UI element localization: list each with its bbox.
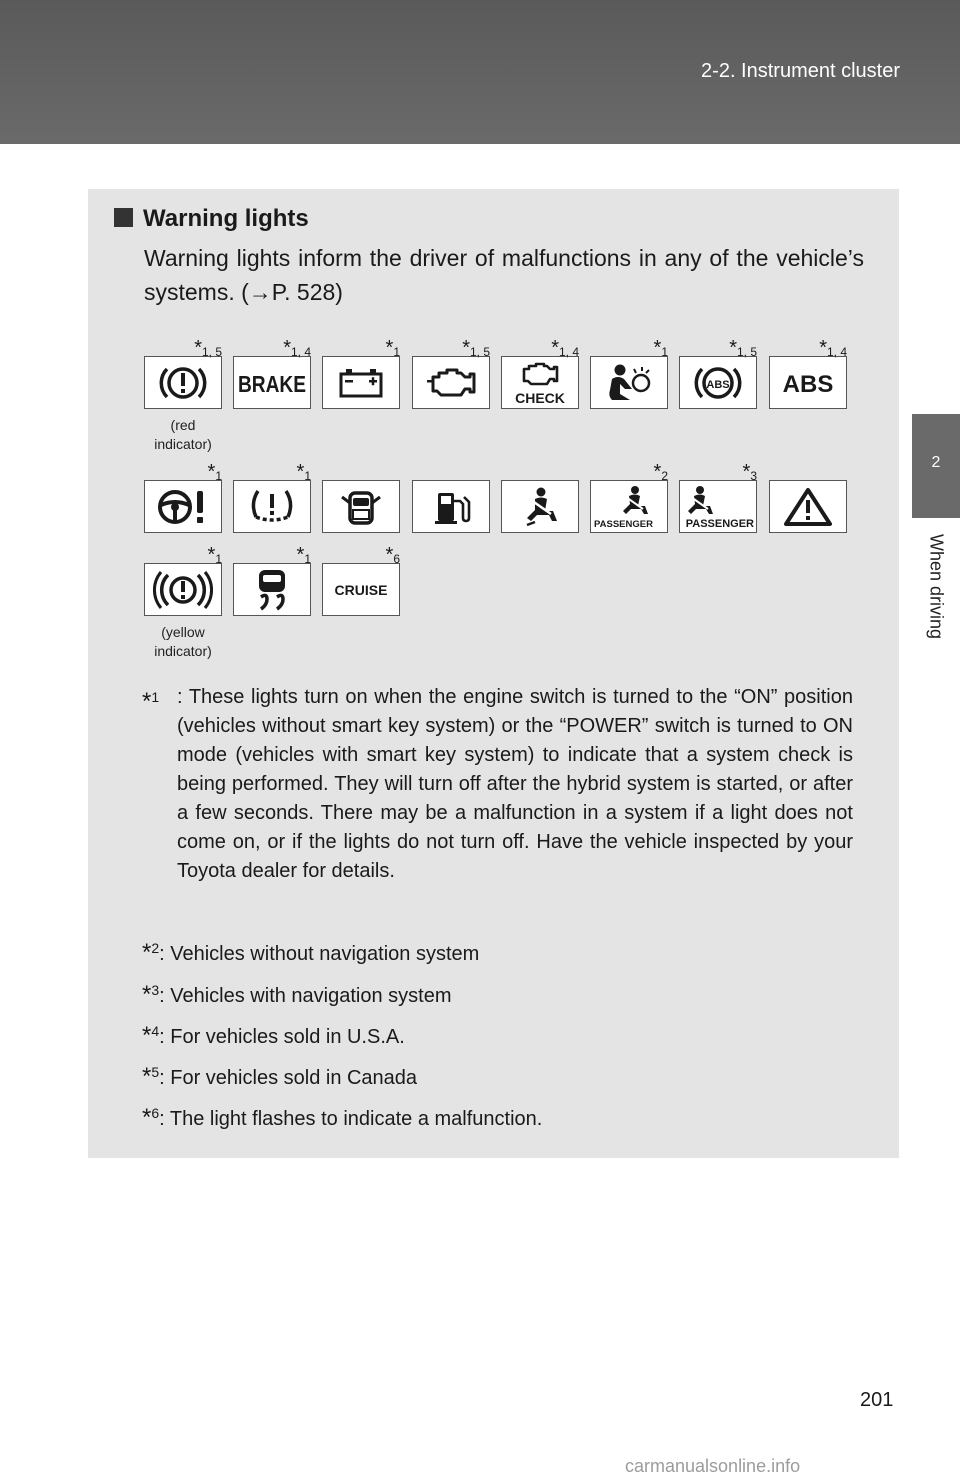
footnote-6 (142, 1099, 542, 1134)
footnote-reference (144, 462, 222, 486)
asterisk: * (296, 461, 305, 483)
footnote-numbers: 1 (661, 345, 668, 359)
door-open-icon (336, 485, 386, 529)
icon-label: BRAKE (238, 370, 306, 397)
passenger-seatbelt-icon (591, 483, 667, 531)
warning-lights-panel (88, 189, 899, 1158)
warning-light-brake-text (233, 356, 311, 409)
warning-light-battery (322, 356, 400, 409)
icon-label: ABS (706, 378, 730, 391)
footnote-numbers: 2 (661, 469, 668, 483)
footnote-1 (142, 683, 853, 882)
footnote-numbers: 1 (215, 552, 222, 566)
tire-pressure-icon (244, 485, 300, 529)
footnote-numbers: 1 (304, 469, 311, 483)
footnote-text: : Vehicles without navigation system (159, 943, 480, 965)
warning-light-cruise (322, 563, 400, 616)
abs-circle-icon (690, 361, 746, 405)
asterisk: * (551, 337, 559, 359)
footnote-numbers: 1, 4 (826, 345, 847, 359)
footnote-numbers: 6 (393, 552, 400, 566)
footnote-reference (590, 338, 668, 362)
chapter-title: 2-2. Instrument cluster (701, 60, 900, 82)
footnote-mark: 2 (151, 940, 160, 956)
low-fuel-icon (426, 485, 476, 529)
warning-light-abs-circle (679, 356, 757, 409)
asterisk: * (385, 544, 394, 566)
footnote-numbers: 1, 5 (469, 345, 490, 359)
footnote-5 (142, 1058, 417, 1093)
battery-icon (336, 365, 386, 401)
passenger-seatbelt-nav-icon (680, 483, 756, 531)
warning-light-passenger-seatbelt (590, 480, 668, 533)
footnote-reference (501, 338, 579, 362)
asterisk: * (819, 337, 827, 359)
icon-label: ABS (782, 370, 834, 398)
page-number: 201 (860, 1389, 894, 1411)
footnote-reference (233, 338, 311, 362)
seatbelt-icon (515, 485, 565, 529)
warning-light-door-open (322, 480, 400, 533)
footnote-reference (233, 462, 311, 486)
footnote-numbers: 1 (393, 345, 400, 359)
footnote-numbers: 1 (304, 552, 311, 566)
page-header (0, 0, 960, 144)
asterisk: * (385, 337, 394, 359)
chapter-label: When driving (926, 534, 947, 640)
icon-label: CHECK (515, 389, 565, 406)
footnote-reference (233, 545, 311, 569)
footnote-4 (142, 1017, 405, 1052)
warning-light-tire-pressure (233, 480, 311, 533)
asterisk: * (207, 461, 216, 483)
section-heading (114, 205, 309, 233)
warning-light-check-engine-check (501, 356, 579, 409)
icon-label: CRUISE (334, 581, 388, 598)
footnote-mark: 1 (151, 689, 160, 705)
section-intro: Warning lights inform the driver of malfunctions in any of the vehicle’s systems. (→P. 528) (144, 245, 864, 305)
footnote-mark: 4 (151, 1023, 160, 1039)
asterisk: * (283, 337, 291, 359)
abs-text-icon (778, 368, 838, 398)
asterisk: * (207, 544, 216, 566)
airbag-icon (604, 361, 654, 405)
footnote-mark: 3 (151, 982, 160, 998)
check-engine-icon (423, 363, 479, 403)
footnote-star: * (142, 1063, 152, 1090)
footnote-3 (142, 976, 452, 1011)
footnote-mark: 5 (151, 1064, 160, 1080)
warning-light-passenger-seatbelt-nav (679, 480, 757, 533)
footnote-numbers: 1, 4 (558, 345, 579, 359)
warning-light-brake-hold (144, 563, 222, 616)
asterisk: * (462, 337, 470, 359)
footnote-text: : The light flashes to indicate a malfunction. (159, 1108, 543, 1130)
asterisk: * (742, 461, 751, 483)
footnote-text: : These lights turn on when the engine switch is turned to the “ON” position (vehicles without smart key system) or the “POWER” switch is turned to ON mode (vehicles with smart key system) to indicate that a system check is being performed. They will turn off after the hybrid system is started, or after a few seconds. There may be a malfunction in a system if a light does not come on, or if the lights do not turn off. Have the vehicle inspected by your Toyota dealer for details. (177, 686, 853, 882)
footnote-reference (590, 462, 668, 486)
warning-light-slip-indicator (233, 563, 311, 616)
footnote-numbers: 1 (215, 469, 222, 483)
footnote-star: * (142, 981, 152, 1008)
footnote-reference (144, 338, 222, 362)
footnote-numbers: 1, 5 (201, 345, 222, 359)
warning-light-power-steering (144, 480, 222, 533)
power-steering-icon (153, 485, 213, 529)
footnote-numbers: 1, 4 (290, 345, 311, 359)
asterisk: * (296, 544, 305, 566)
footnote-numbers: 1, 5 (736, 345, 757, 359)
slip-indicator-icon (247, 567, 297, 613)
chapter-tab[interactable] (912, 414, 960, 518)
warning-light-seatbelt (501, 480, 579, 533)
warning-light-low-fuel (412, 480, 490, 533)
indicator-caption: (red indicator) (154, 417, 212, 452)
footnote-2 (142, 934, 479, 969)
brake-warning-icon (155, 361, 211, 405)
footnote-reference (412, 338, 490, 362)
footnote-reference (322, 545, 400, 569)
footnote-text: : For vehicles sold in Canada (159, 1067, 418, 1089)
chapter-side-label (912, 518, 960, 718)
cruise-icon (328, 577, 394, 603)
brake-hold-icon (153, 568, 213, 612)
master-warning-icon (780, 485, 836, 529)
warning-light-master-warning (769, 480, 847, 533)
footnote-star: * (142, 688, 152, 715)
footnote-star: * (142, 1104, 152, 1131)
asterisk: * (729, 337, 737, 359)
footnote-reference (144, 545, 222, 569)
footnote-text: : For vehicles sold in U.S.A. (159, 1026, 405, 1048)
footnote-text: : Vehicles with navigation system (159, 985, 452, 1007)
warning-light-check-engine (412, 356, 490, 409)
watermark: carmanualsonline.info (625, 1456, 801, 1476)
asterisk: * (653, 461, 662, 483)
icon-label: PASSENGER (594, 518, 653, 530)
check-engine-check-icon (510, 359, 570, 407)
brake-text-icon (236, 368, 308, 398)
icon-label: PASSENGER (685, 517, 754, 530)
footnote-reference (679, 338, 757, 362)
chapter-number: 2 (931, 454, 941, 471)
footnote-reference (679, 462, 757, 486)
warning-light-brake-warning (144, 356, 222, 409)
footnote-star: * (142, 1022, 152, 1049)
footnote-reference (769, 338, 847, 362)
section-heading-text: Warning lights (143, 205, 309, 232)
asterisk: * (194, 337, 202, 359)
warning-light-airbag (590, 356, 668, 409)
footnote-reference (322, 338, 400, 362)
warning-light-abs-text (769, 356, 847, 409)
footnote-star: * (142, 939, 152, 966)
square-bullet-icon (114, 208, 133, 227)
indicator-caption: (yellow indicator) (154, 624, 212, 659)
asterisk: * (653, 337, 662, 359)
footnote-numbers: 3 (750, 469, 757, 483)
footnote-mark: 6 (151, 1105, 160, 1121)
